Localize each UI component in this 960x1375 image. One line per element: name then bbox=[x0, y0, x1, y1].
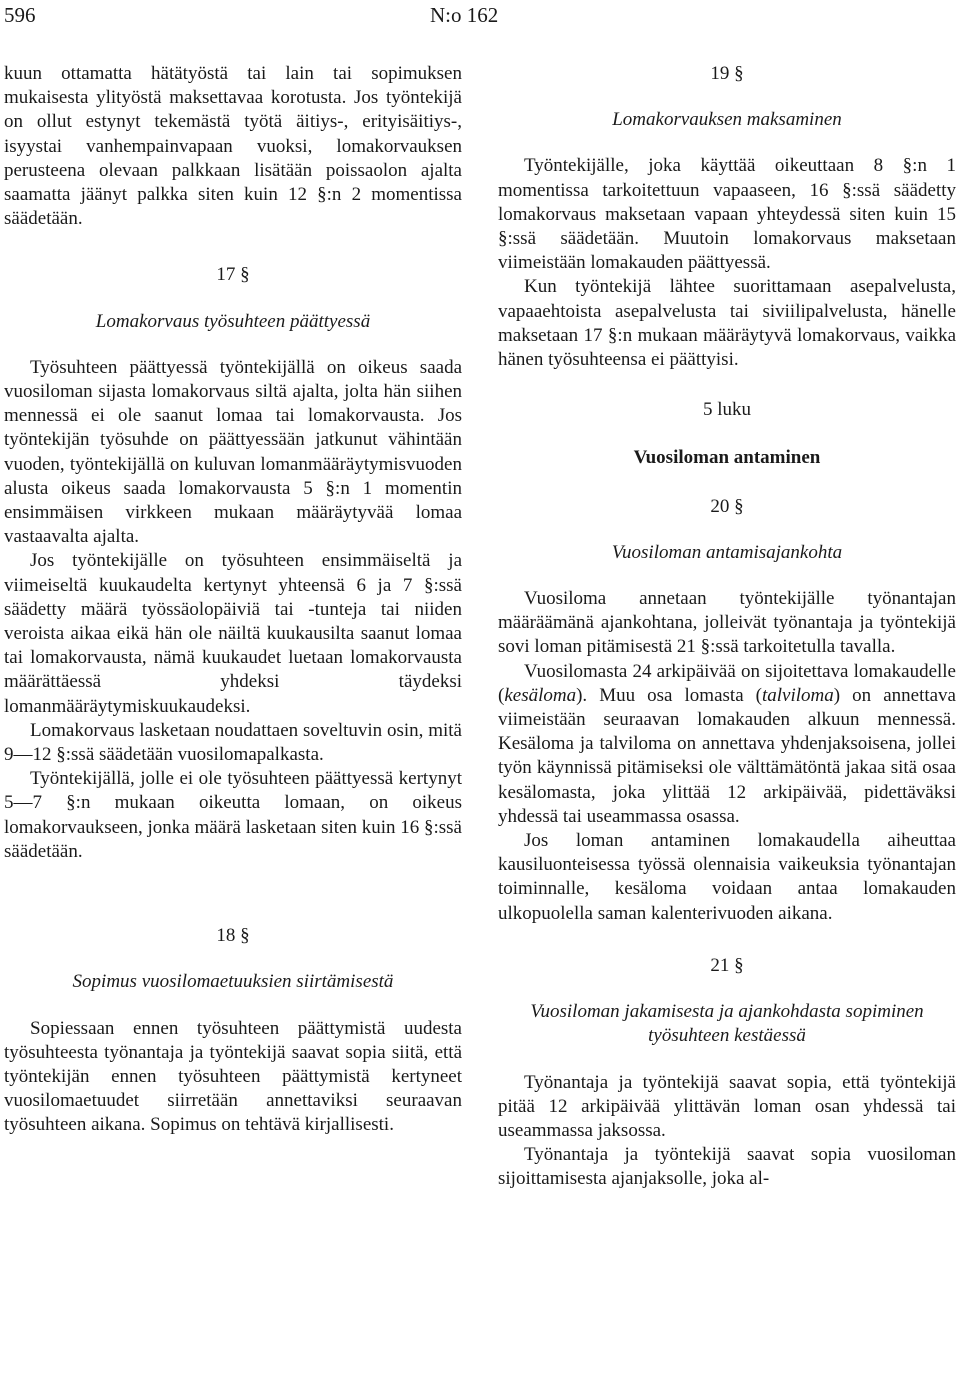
chapter-title: Vuosiloman antaminen bbox=[633, 447, 821, 469]
section-number: 17 § bbox=[216, 264, 250, 286]
section-title: Lomakorvauksen maksaminen bbox=[612, 109, 842, 131]
section-number: 21 § bbox=[710, 954, 744, 976]
text-run: ) on annettava viimeistään seuraavan lomakauden alkuun mennessä. Kesäloma ja talviloma on annettava yhdenjaksoisena, jollei työn käynnissä pitämiseksi ole välttämätöntä jakaa sitä osaa kesälomasta, joka ylittää 12 arkipäivää, pidettäväksi yhdessä tai useammassa osassa. bbox=[498, 684, 956, 827]
paragraph: Työntekijälle, joka käyttää oikeuttaan 8 §:n 1 momentissa tarkoitettuun vapaaseen, 16 §:ssä säädetty lomakorvaus maksetaan vapaan yhteydessä siten kuin 15 §:ssä säädetään. Muutoin lomakorvaus maksetaan viimeistään lomakauden päättyessä. bbox=[498, 155, 956, 274]
paragraph: Sopiessaan ennen työsuhteen päättymistä uudesta työsuhteesta työnantaja ja työntekijä saavat sopia siitä, että työntekijän ennen työsuhteen päättymistä kertyneet vuosilomaetuudet siirretään annettaviksi seuraavan työsuhteen aikana. Sopimus on tehtävä kirjallisesti. bbox=[4, 1017, 462, 1136]
paragraph: Työnantaja ja työntekijä saavat sopia, että työntekijä pitää 12 arkipäivää ylittävän loman osan yhdessä tai useammassa jaksossa. bbox=[498, 1071, 956, 1141]
section-title: Sopimus vuosilomaetuuksien siirtämisestä bbox=[72, 971, 394, 993]
paragraph: Vuosiloma annetaan työntekijälle työnantajan määräämänä ajankohtana, jolleivät työnantaja ja työntekijä sovi loman pitämisestä 21 §:ssä tarkoitetulla tavalla. bbox=[498, 588, 956, 658]
section-title: Vuosiloman jakamisesta ja ajankohdasta sopiminen työsuhteen kestäessä bbox=[530, 1001, 924, 1047]
paragraph: Jos loman antaminen lomakaudella aiheuttaa kausiluonteisessa työssä olennaisia vaikeuksia työnantajan toiminnalle, kesäloma voidaan antaa lomakauden ulkopuolella saman kalenterivuoden aikana. bbox=[498, 830, 956, 924]
page-number: 596 bbox=[4, 3, 36, 27]
section-title: Vuosiloman antamisajankohta bbox=[611, 541, 843, 563]
text-run: Vuosilomasta 24 arkipäivää on sijoitettava lomakaudelle ( bbox=[498, 660, 956, 706]
paragraph bbox=[498, 660, 956, 829]
section-number: 20 § bbox=[710, 495, 744, 517]
paragraph: Lomakorvaus lasketaan noudattaen soveltuvin osin, mitä 9—12 §:ssä säädetään vuosilomapalkasta. bbox=[4, 719, 462, 766]
section-number: 19 § bbox=[710, 63, 744, 84]
right-column bbox=[498, 62, 956, 1192]
left-column bbox=[4, 62, 462, 1138]
italic-term: talviloma bbox=[762, 684, 834, 706]
paragraph: Työntekijällä, jolle ei ole työsuhteen päättyessä kertynyt 5—7 §:n mukaan oikeutta lomaan, on oikeus lomakorvaukseen, jonka määrä lasketaan siten kuin 16 §:ssä säädetään. bbox=[4, 768, 462, 862]
paragraph: Työsuhteen päättyessä työntekijällä on oikeus saada vuosiloman sijasta lomakorvaus siltä ajalta, jolta hän siihen mennessä ei ole saanut lomaa tai lomakorvausta. Jos työntekijän työsuhde on päättyessään jatkunut vähintään vuoden, työntekijällä on kuluvan lomanmääräytymisvuoden alusta oikeus saada lomakorvausta 5 §:n 1 momentin ensimmäisen virkkeen mukaan määräytyvää lomaa vastaavalta ajalta. bbox=[4, 356, 462, 548]
section-title: Lomakorvaus työsuhteen päättyessä bbox=[95, 310, 371, 332]
italic-term: kesäloma bbox=[504, 684, 577, 706]
paragraph: Jos työntekijälle on työsuhteen ensimmäiseltä ja viimeiseltä kuukaudelta kertynyt yhteensä 6 ja 7 §:ssä säädetty määrä työssäolopäiviä tai -tunteja tai niiden veroista aikaa eikä hän ole näiltä kuukausilta saanut lomaa tai lomakorvausta, nämä kuukaudet luetaan lomakorvausta määrättäessä yhdeksi täydeksi lomanmääräytymiskuukaudeksi. bbox=[4, 550, 462, 717]
section-number: 18 § bbox=[216, 925, 250, 947]
paragraph: kuun ottamatta hätätyöstä tai lain tai sopimuksen mukaisesta ylityöstä maksettavaa korotusta. Jos työntekijä on ollut estynyt tekemästä työtä äitiys-, erityisäitiys-, isyystai vanhempainvapaan vuoksi, lomakorvauksen perusteena olevaan palkkaan lisätään poissaolon ajalta saamatta jäänyt palkka siten kuin 12 §:n 2 momentissa säädetään. bbox=[4, 63, 462, 230]
chapter-number: 5 luku bbox=[702, 399, 752, 421]
statute-number: N:o 162 bbox=[430, 3, 499, 27]
page-header bbox=[0, 0, 960, 30]
paragraph: Kun työntekijä lähtee suorittamaan asepalvelusta, vapaaehtoista asepalvelusta tai siviilipalvelusta, hänelle maksetaan 17 §:n mukaan määräytyvä lomakorvaus, vaikka hänen työsuhteensa ei päättyisi. bbox=[498, 276, 956, 371]
paragraph: Työnantaja ja työntekijä saavat sopia vuosiloman sijoittamisesta ajanjaksolle, joka al- bbox=[498, 1144, 956, 1190]
text-run: ). Muu osa lomasta ( bbox=[576, 684, 762, 706]
